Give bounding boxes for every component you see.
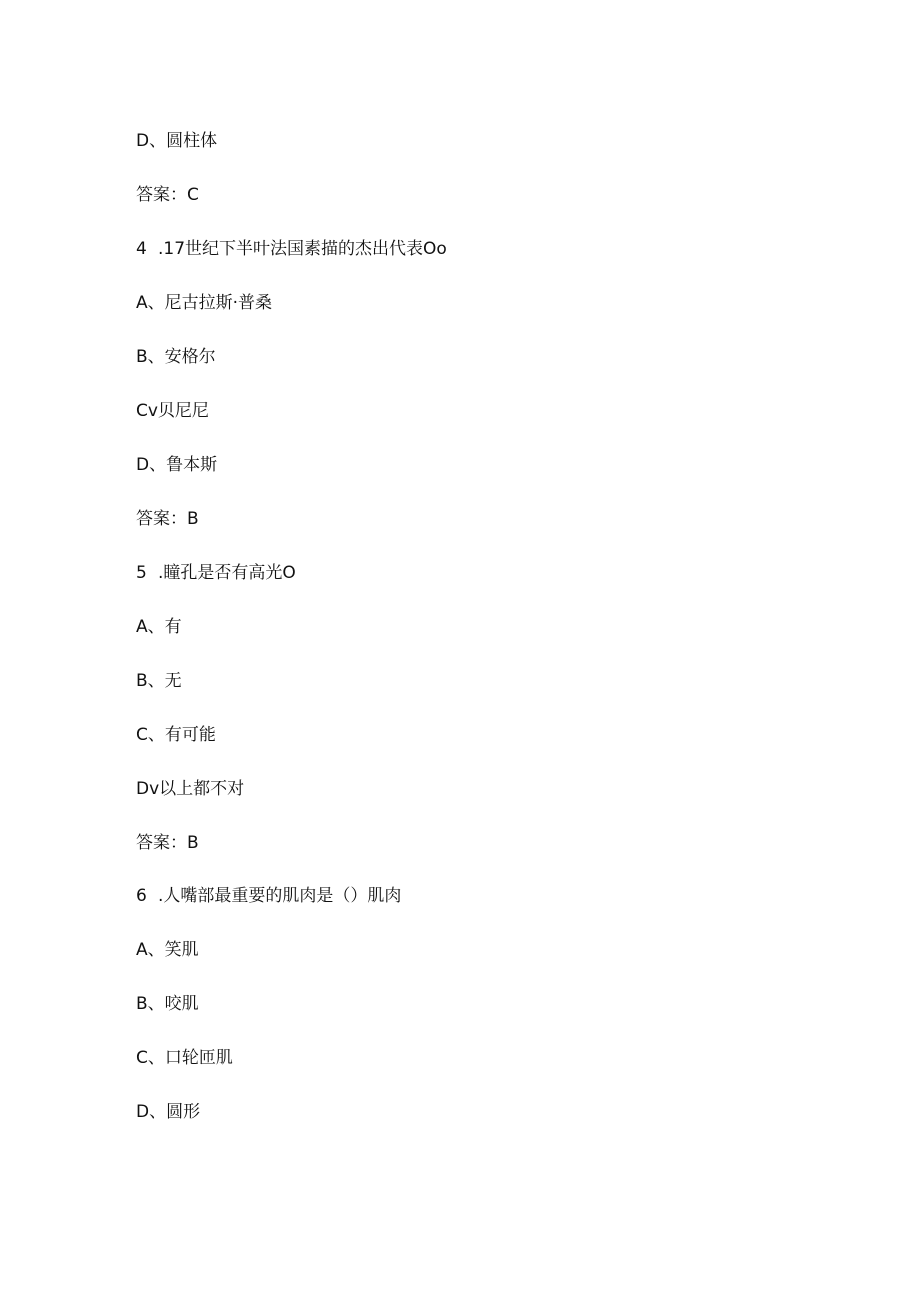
answer-text: 答案：B [136,833,199,853]
option-text: Dv以上都不对 [136,779,245,799]
option-d-q4 [136,454,217,476]
option-c-q5 [136,724,216,746]
option-text: A、有 [136,617,182,637]
option-text: B、咬肌 [136,994,199,1014]
answer-text: 答案：B [136,509,199,529]
question-number: 5 [136,563,147,583]
answer-q4 [136,508,199,530]
question-4 [136,238,447,260]
question-text: .人嘴部最重要的肌肉是（）肌肉 [158,886,402,906]
answer-q3 [136,184,199,206]
question-6 [136,885,401,907]
option-text: A、尼古拉斯·普桑 [136,293,273,313]
option-d-q6 [136,1101,200,1123]
option-text: D、鲁本斯 [136,455,218,475]
question-number: 4 [136,239,147,259]
answer-q5 [136,832,199,854]
answer-text: 答案：C [136,185,199,205]
option-a-q4 [136,292,272,314]
option-b-q6 [136,993,199,1015]
option-text: A、笑肌 [136,940,199,960]
option-text: Cv贝尼尼 [136,401,209,421]
option-text: B、无 [136,671,182,691]
option-c-q6 [136,1047,233,1069]
option-text: D、圆形 [136,1102,201,1122]
option-a-q6 [136,939,199,961]
option-b-q5 [136,670,182,692]
option-text: D、圆柱体 [136,131,218,151]
question-text: .17世纪下半叶法国素描的杰出代表Oo [158,239,447,259]
option-d-q5 [136,778,244,800]
option-c-q4 [136,400,209,422]
question-text: .瞳孔是否有高光O [158,563,296,583]
option-d-q3 [136,130,217,152]
option-a-q5 [136,616,182,638]
option-text: B、安格尔 [136,347,216,367]
option-b-q4 [136,346,216,368]
option-text: C、口轮匝肌 [136,1048,233,1068]
option-text: C、有可能 [136,725,216,745]
question-5 [136,562,296,584]
question-number: 6 [136,886,147,906]
